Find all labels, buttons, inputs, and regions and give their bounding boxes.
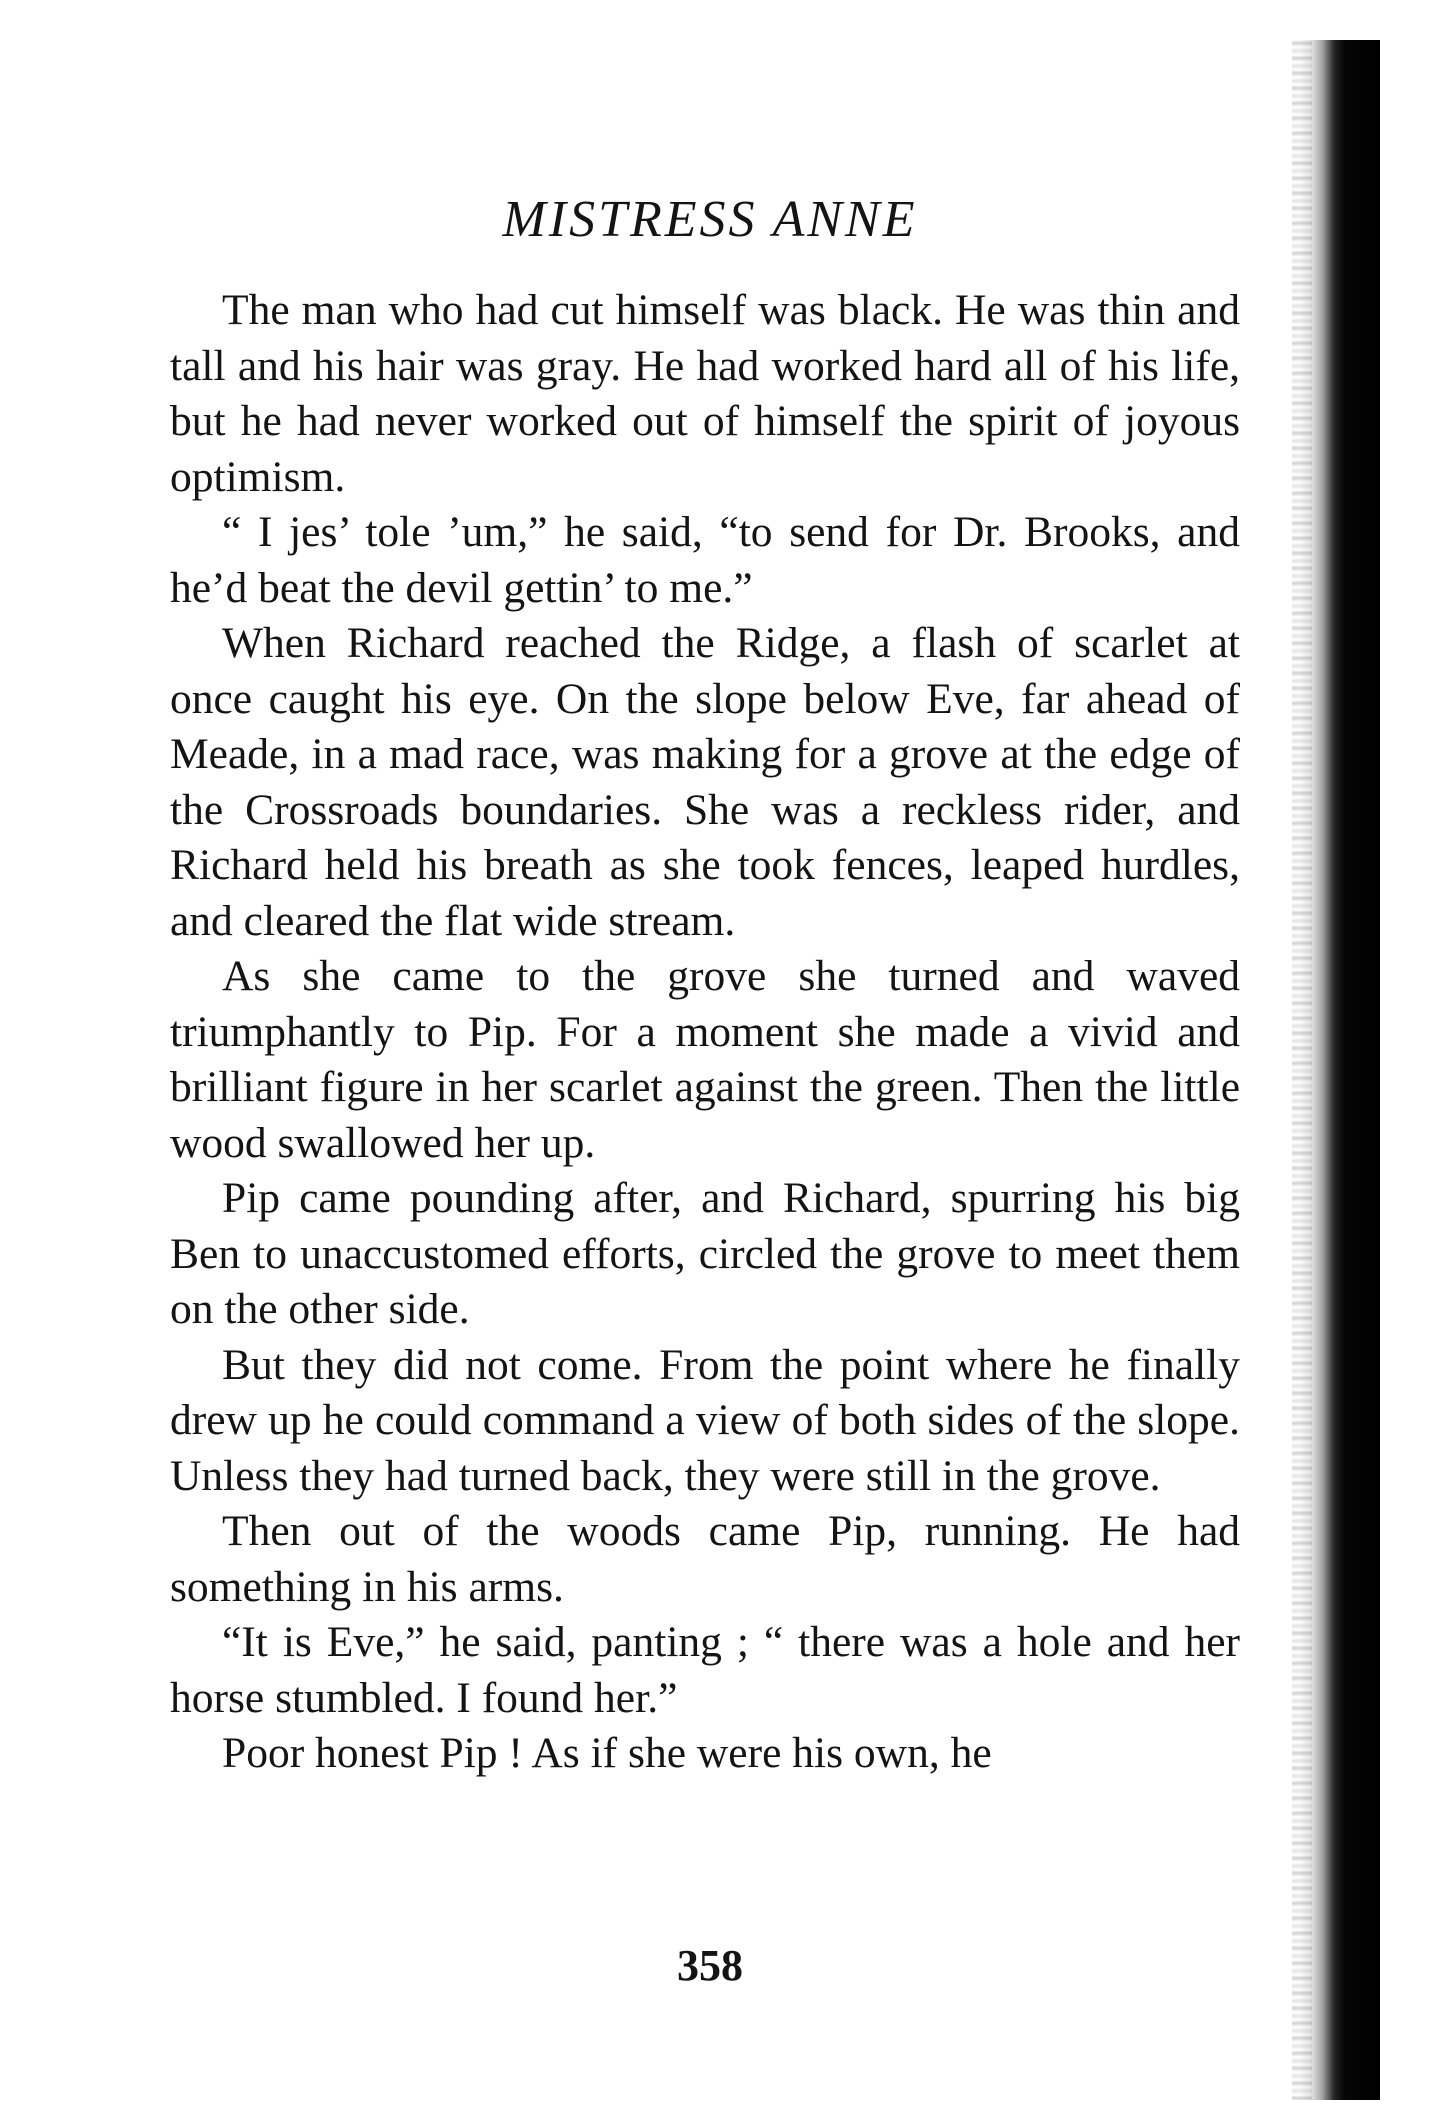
body-text [170,283,1240,1782]
running-head: MISTRESS ANNE [502,191,918,248]
page-number: 358 [677,1941,743,1990]
paragraph: “It is Eve,” he said, panting ; “ there was a hole and her horse stumbled. I found her.” [170,1618,1240,1722]
book-spine-shadow [1300,40,1380,2100]
paragraph: Then out of the woods came Pip, running. He had something in his arms. [170,1507,1240,1611]
paragraph: Poor honest Pip ! As if she were his own, he [222,1729,992,1777]
paragraph: When Richard reached the Ridge, a flash of scarlet at once caught his eye. On the slope below Eve, far ahead of Meade, in a mad race, was making for a grove at the edge of the Crossroads boundaries. She was a reckless rider, and Richard held his breath as she took fences, leaped hurdles, and cleared the flat wide stream. [170,619,1240,945]
paragraph: The man who had cut himself was black. He was thin and tall and his hair was gray. He had worked hard all of his life, but he had never worked out of himself the spirit of joyous optimism. [170,286,1240,501]
paragraph: But they did not come. From the point where he finally drew up he could command a view of both sides of the slope. Unless they had turned back, they were still in the grove. [170,1340,1240,1500]
paragraph: “ I jes’ tole ’um,” he said, “to send for Dr. Brooks, and he’d beat the devil gettin’ to me.” [170,508,1240,612]
paragraph: As she came to the grove she turned and waved triumphantly to Pip. For a moment she made a vivid and brilliant figure in her scarlet against the green. Then the little wood swallowed her up. [170,952,1240,1167]
paragraph: Pip came pounding after, and Richard, spurring his big Ben to unaccustomed efforts, circled the grove to meet them on the other side. [170,1174,1240,1333]
